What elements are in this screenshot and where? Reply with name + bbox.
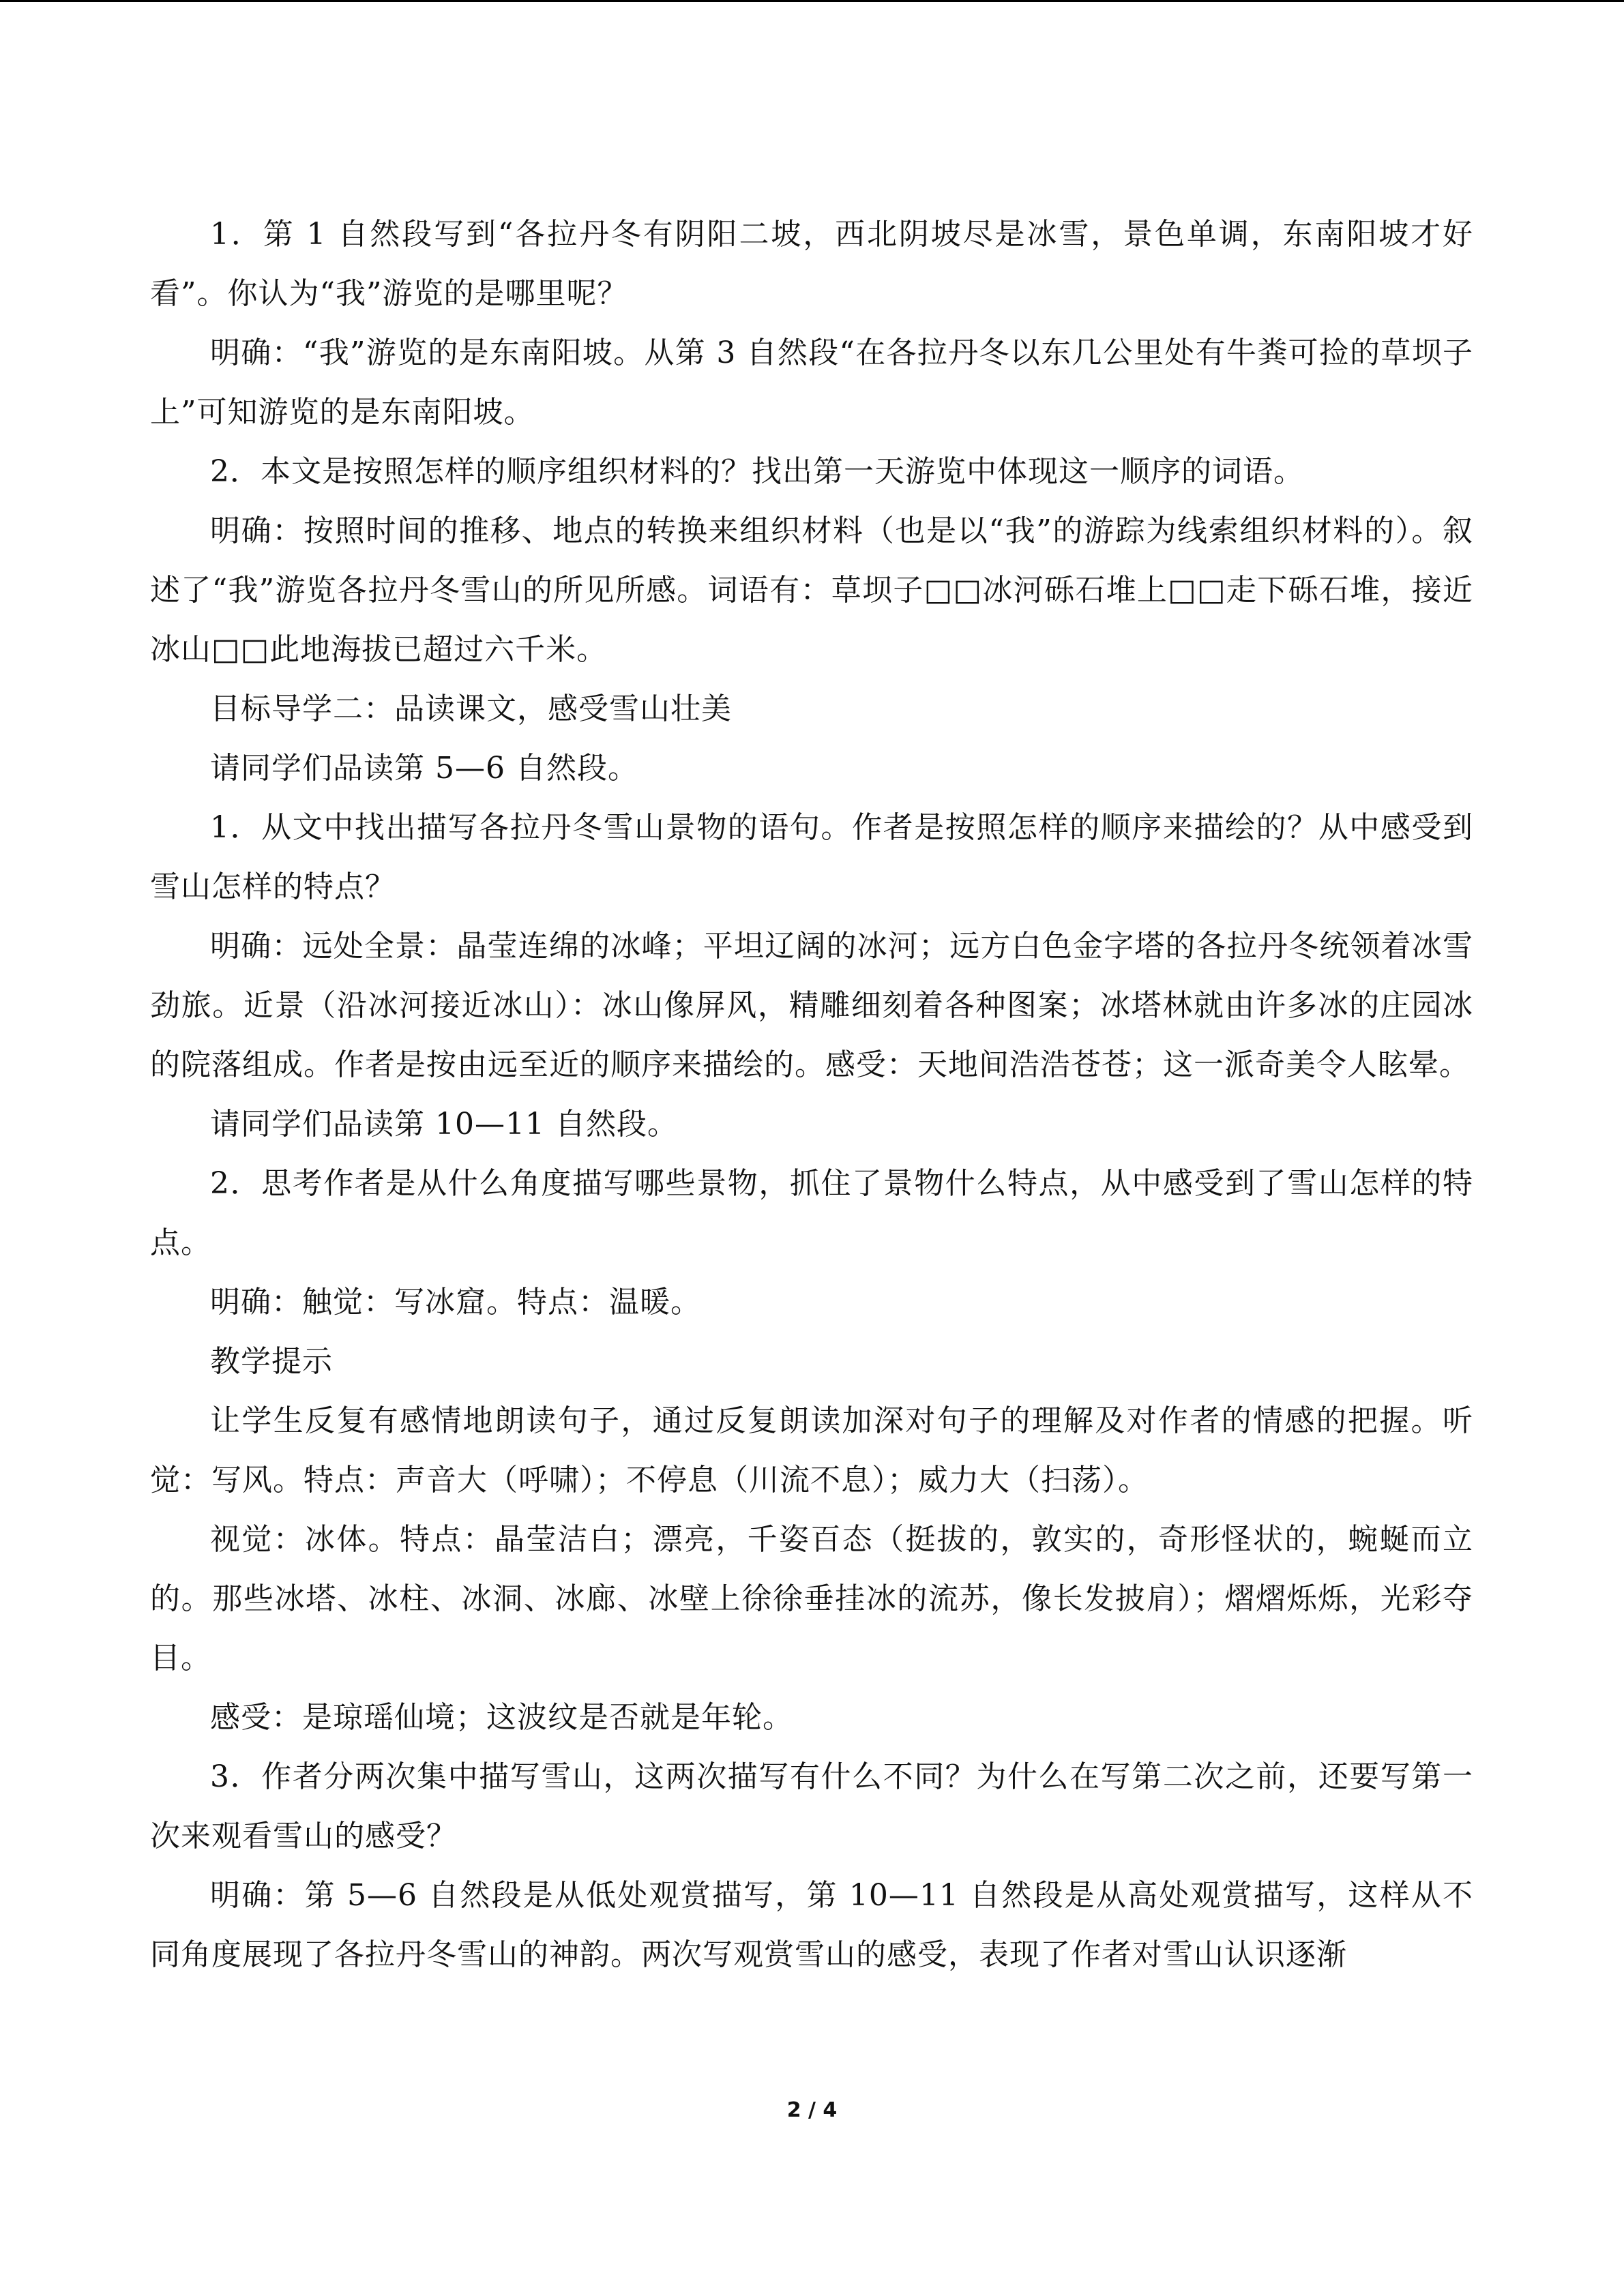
reading-answer-1: 明确：远处全景：晶莹连绵的冰峰；平坦辽阔的冰河；远方白色金字塔的各拉丹冬统领着冰雪劲旅。近景（沿冰河接近冰山）：冰山像屏风，精雕细刻着各种图案；冰塔林就由许多冰的庄园冰的院落组成。作者是按由远至近的顺序来描绘的。感受：天地间浩浩苍苍；这一派奇美令人眩晕。	[150, 929, 1473, 1082]
top-border-line	[0, 0, 1624, 2]
teaching-tip-vision: 视觉：冰体。特点：晶莹洁白；漂亮，千姿百态（挺拔的，敦实的，奇形怪状的，蜿蜒而立的。那些冰塔、冰柱、冰洞、冰廊、冰壁上徐徐垂挂冰的流苏，像长发披肩）；熠熠烁烁，光彩夺目。	[150, 1522, 1473, 1675]
reading-answer-2: 明确：触觉：写冰窟。特点：温暖。	[210, 1285, 701, 1320]
reading-instruction-10-11: 请同学们品读第 10—11 自然段。	[210, 1107, 678, 1142]
teaching-tip-feeling: 感受：是琼瑶仙境；这波纹是否就是年轮。	[210, 1700, 793, 1735]
answer-1: 明确：“我”游览的是东南阳坡。从第 3 自然段“在各拉丹冬以东几公里处有牛粪可捡的草坝子上”可知游览的是东南阳坡。	[150, 336, 1473, 430]
document-body	[150, 205, 1473, 1984]
question-1: 1．第 1 自然段写到“各拉丹冬有阴阳二坡，西北阴坡尽是冰雪，景色单调，东南阳坡才好看”。你认为“我”游览的是哪里呢？	[150, 217, 1473, 311]
teaching-tip-heading: 教学提示	[210, 1344, 333, 1379]
page-number: 2 / 4	[786, 2098, 838, 2122]
reading-instruction-5-6: 请同学们品读第 5—6 自然段。	[210, 751, 638, 786]
reading-question-2: 2．思考作者是从什么角度描写哪些景物，抓住了景物什么特点，从中感受到了雪山怎样的特点。	[150, 1166, 1473, 1260]
teaching-tip-hearing: 让学生反复有感情地朗读句子，通过反复朗读加深对句子的理解及对作者的情感的把握。听觉：写风。特点：声音大（呼啸）；不停息（川流不息）；威力大（扫荡）。	[150, 1403, 1473, 1497]
reading-question-1: 1．从文中找出描写各拉丹冬雪山景物的语句。作者是按照怎样的顺序来描绘的？从中感受到雪山怎样的特点？	[150, 810, 1473, 904]
section-heading-goal-2: 目标导学二：品读课文，感受雪山壮美	[210, 691, 732, 726]
reading-question-3: 3．作者分两次集中描写雪山，这两次描写有什么不同？为什么在写第二次之前，还要写第一次来观看雪山的感受？	[150, 1759, 1473, 1853]
reading-answer-3: 明确：第 5—6 自然段是从低处观赏描写，第 10—11 自然段是从高处观赏描写，这样从不同角度展现了各拉丹冬雪山的神韵。两次写观赏雪山的感受，表现了作者对雪山认识逐渐	[150, 1878, 1473, 1972]
answer-2: 明确：按照时间的推移、地点的转换来组织材料（也是以“我”的游踪为线索组织材料的）。叙述了“我”游览各拉丹冬雪山的所见所感。词语有：草坝子□□冰河砾石堆上□□走下砾石堆，接近冰山□□此地海拔已超过六千米。	[150, 513, 1473, 667]
question-2: 2．本文是按照怎样的顺序组织材料的？找出第一天游览中体现这一顺序的词语。	[210, 454, 1304, 489]
